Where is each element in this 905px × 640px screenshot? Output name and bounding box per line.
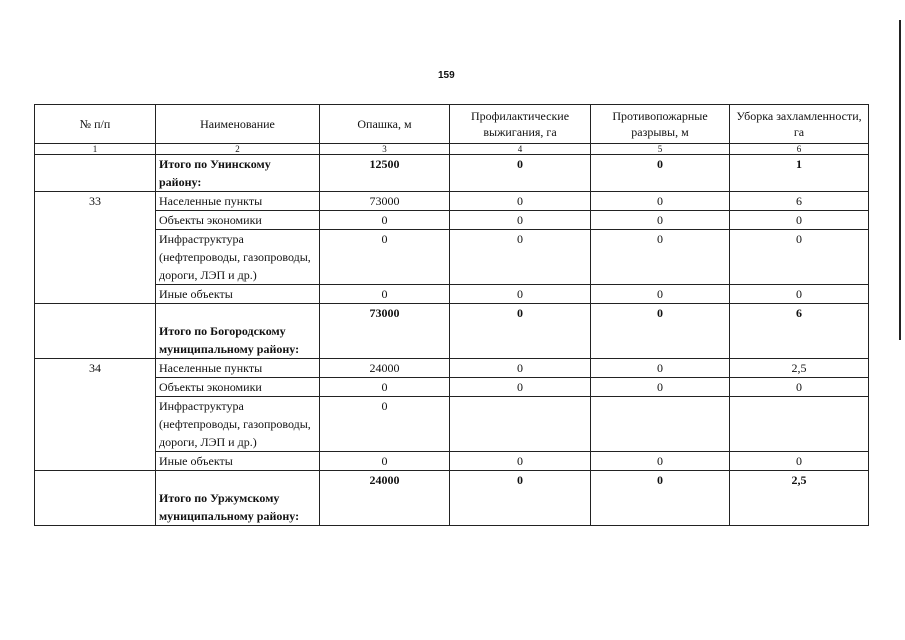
col-num: 5 — [591, 144, 730, 155]
cell-number — [35, 155, 156, 192]
cell-plowing: 24000 — [320, 359, 450, 378]
cell-burning: 0 — [450, 211, 591, 230]
cell-name: Итого по Уржумскому муниципальному району: — [156, 471, 320, 526]
cell-firebreaks: 0 — [591, 452, 730, 471]
cell-burning: 0 — [450, 155, 591, 192]
cell-burning: 0 — [450, 304, 591, 359]
cell-plowing: 0 — [320, 397, 450, 452]
column-number-row — [35, 144, 869, 155]
cell-burning: 0 — [450, 452, 591, 471]
col-num: 2 — [156, 144, 320, 155]
cell-burning: 0 — [450, 230, 591, 285]
table-row — [35, 397, 869, 452]
col-header-burning: Профилактические выжигания, га — [450, 105, 591, 144]
cell-name: Иные объекты — [156, 452, 320, 471]
cell-name: Населенные пункты — [156, 192, 320, 211]
table-row — [35, 285, 869, 304]
cell-name: Инфраструктура (нефтепроводы, газопроводы, дороги, ЛЭП и др.) — [156, 397, 320, 452]
cell-burning: 0 — [450, 359, 591, 378]
cell-name: Иные объекты — [156, 285, 320, 304]
col-header-number: № п/п — [35, 105, 156, 144]
cell-name: Итого по Богородскому муниципальному району: — [156, 304, 320, 359]
col-header-firebreaks: Противопожарные разрывы, м — [591, 105, 730, 144]
table-row-total — [35, 304, 869, 359]
cell-cleanup — [730, 397, 869, 452]
cell-cleanup: 0 — [730, 452, 869, 471]
cell-name: Объекты экономики — [156, 211, 320, 230]
cell-firebreaks: 0 — [591, 211, 730, 230]
cell-name: Объекты экономики — [156, 378, 320, 397]
cell-firebreaks: 0 — [591, 192, 730, 211]
table-row — [35, 230, 869, 285]
cell-firebreaks: 0 — [591, 471, 730, 526]
cell-cleanup: 0 — [730, 211, 869, 230]
cell-firebreaks — [591, 397, 730, 452]
cell-number: 33 — [35, 192, 156, 304]
cell-plowing: 12500 — [320, 155, 450, 192]
cell-burning: 0 — [450, 378, 591, 397]
table-row — [35, 452, 869, 471]
cell-cleanup: 0 — [730, 378, 869, 397]
col-header-name: Наименование — [156, 105, 320, 144]
cell-burning: 0 — [450, 192, 591, 211]
table-row — [35, 192, 869, 211]
cell-plowing: 0 — [320, 378, 450, 397]
cell-plowing: 24000 — [320, 471, 450, 526]
cell-plowing: 0 — [320, 211, 450, 230]
cell-burning: 0 — [450, 471, 591, 526]
col-header-plowing: Опашка, м — [320, 105, 450, 144]
cell-firebreaks: 0 — [591, 304, 730, 359]
cell-name: Инфраструктура (нефтепроводы, газопроводы, дороги, ЛЭП и др.) — [156, 230, 320, 285]
cell-cleanup: 0 — [730, 285, 869, 304]
cell-firebreaks: 0 — [591, 285, 730, 304]
cell-firebreaks: 0 — [591, 359, 730, 378]
cell-cleanup: 2,5 — [730, 471, 869, 526]
page-number: 159 — [438, 70, 455, 81]
cell-cleanup: 0 — [730, 230, 869, 285]
cell-number — [35, 471, 156, 526]
cell-cleanup: 1 — [730, 155, 869, 192]
cell-plowing: 73000 — [320, 192, 450, 211]
table-row — [35, 378, 869, 397]
cell-burning: 0 — [450, 285, 591, 304]
cell-name: Итого по Унинскому району: — [156, 155, 320, 192]
cell-number — [35, 304, 156, 359]
cell-plowing: 0 — [320, 285, 450, 304]
cell-firebreaks: 0 — [591, 230, 730, 285]
table-row — [35, 359, 869, 378]
margin-rule — [899, 20, 901, 340]
col-num: 4 — [450, 144, 591, 155]
cell-firebreaks: 0 — [591, 378, 730, 397]
header-row — [35, 105, 869, 144]
cell-firebreaks: 0 — [591, 155, 730, 192]
table-row — [35, 211, 869, 230]
cell-cleanup: 6 — [730, 192, 869, 211]
cell-number: 34 — [35, 359, 156, 471]
cell-plowing: 0 — [320, 452, 450, 471]
table-row-total — [35, 155, 869, 192]
col-header-cleanup: Уборка захламленности, га — [730, 105, 869, 144]
col-num: 1 — [35, 144, 156, 155]
cell-name: Населенные пункты — [156, 359, 320, 378]
cell-cleanup: 6 — [730, 304, 869, 359]
col-num: 6 — [730, 144, 869, 155]
fire-prevention-table — [34, 104, 869, 526]
cell-plowing: 73000 — [320, 304, 450, 359]
cell-burning — [450, 397, 591, 452]
col-num: 3 — [320, 144, 450, 155]
cell-cleanup: 2,5 — [730, 359, 869, 378]
cell-plowing: 0 — [320, 230, 450, 285]
table-row-total — [35, 471, 869, 526]
